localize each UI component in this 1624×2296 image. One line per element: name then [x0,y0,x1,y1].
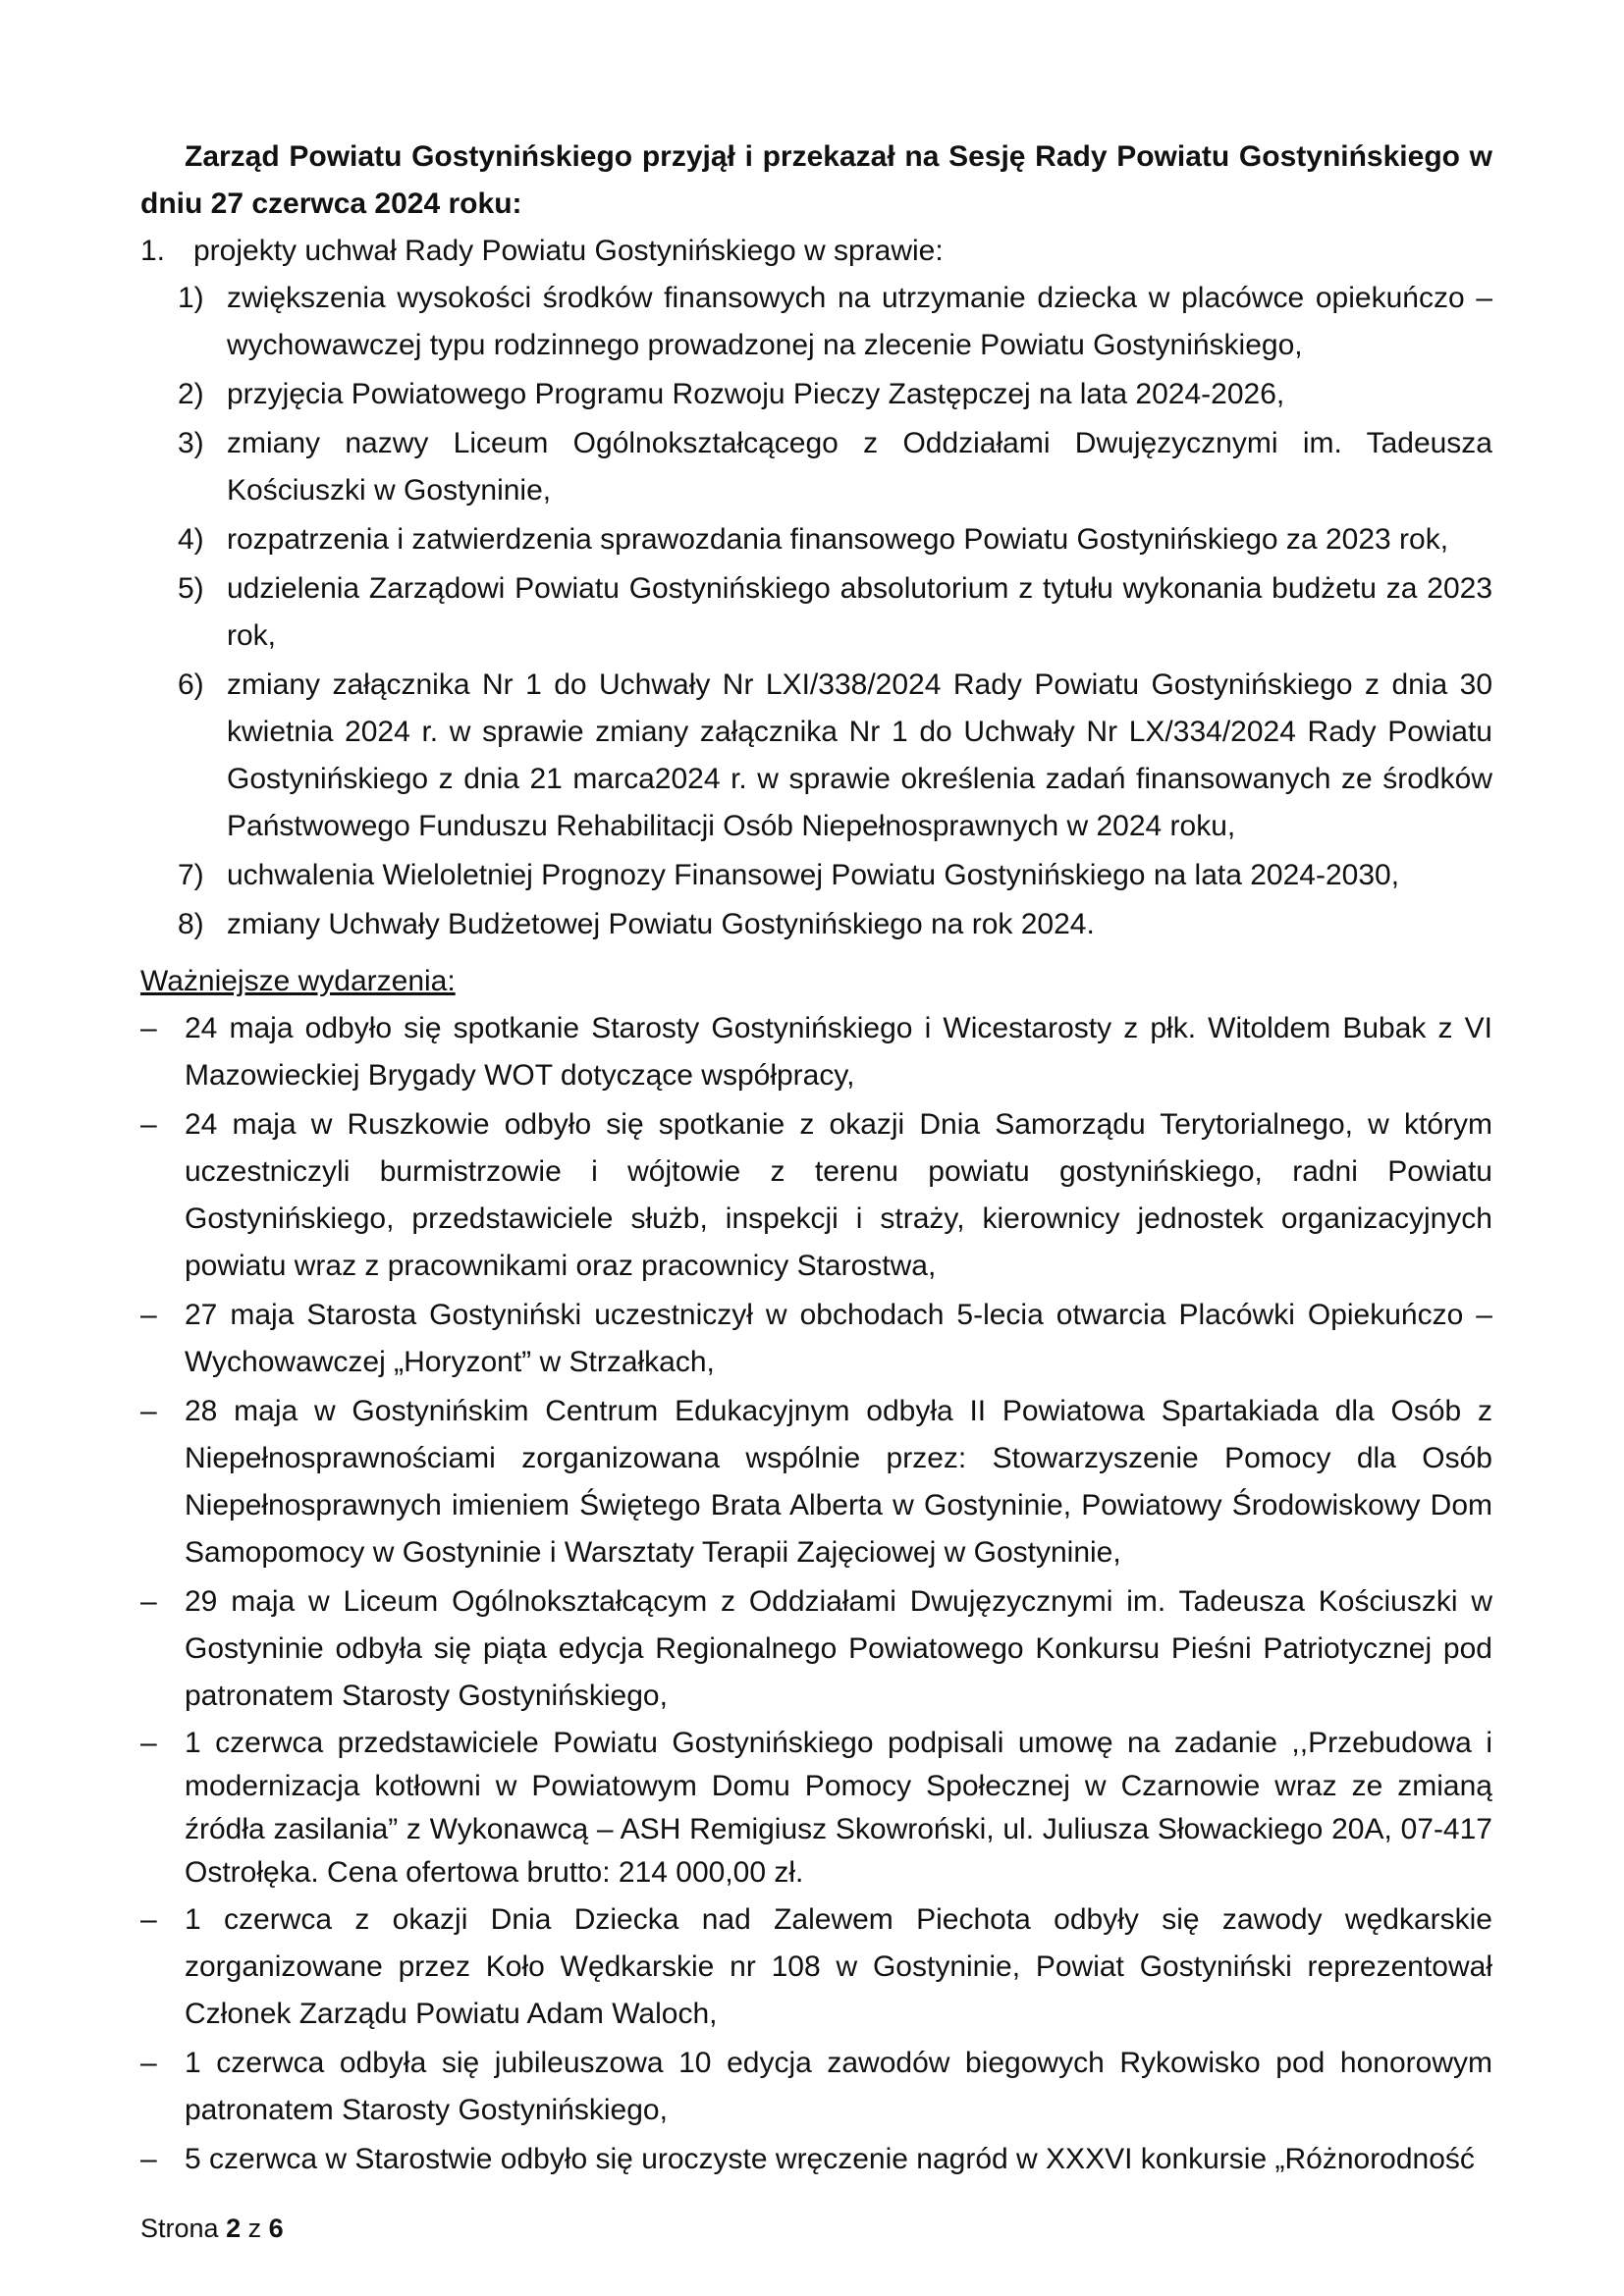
dash-bullet: – [140,1903,157,1936]
event-text: 5 czerwca w Starostwie odbyło się uroczyste wręczenie nagród w XXXVI konkursie „Różnorodność [185,2143,1475,2175]
dash-bullet: – [140,1727,157,1759]
dash-bullet: – [140,2047,157,2079]
list-item [140,565,1492,660]
list-item-number: 7) [178,859,204,891]
list-item-number: 2) [178,378,204,410]
list-item-number: 5) [178,572,204,605]
event-text: 1 czerwca z okazji Dnia Dziecka nad Zalewem Piechota odbyły się zawody wędkarskie zorganizowane przez Koło Wędkarskie nr 108 w Gostyninie, Powiat Gostyniński reprezentował Członek Zarządu Powiatu Adam Waloch, [185,1903,1492,2030]
list-item-number: 1) [178,282,204,314]
list-item-text: zwiększenia wysokości środków finansowych na utrzymanie dziecka w placówce opiekuńczo – wychowawczej typu rodzinnego prowadzonej na zlecenie Powiatu Gostynińskiego, [227,282,1492,361]
resolutions-list [140,275,1492,948]
page-footer [140,2211,284,2246]
dash-bullet: – [140,1395,157,1427]
list-item [140,275,1492,369]
list-item-number: 8) [178,908,204,940]
event-text: 1 czerwca przedstawiciele Powiatu Gostynińskiego podpisali umowę na zadanie ,,Przebudowa i modernizacja kotłowni w Powiatowym Domu Pomocy Społecznej w Czarnowie wraz ze zmianą źródła zasilania” z Wykonawcą – ASH Remigiusz Skowroński, ul. Juliusza Słowackiego 20A, 07-417 Ostrołęka. Cena ofertowa brutto: 214 000,00 zł. [185,1727,1492,1889]
list-item-text: zmiany Uchwały Budżetowej Powiatu Gostynińskiego na rok 2024. [227,908,1095,940]
list-item [140,420,1492,514]
footer-page-number: 2 [226,2214,242,2243]
event-item [140,1101,1492,1290]
event-item [140,1005,1492,1099]
footer-total-pages: 6 [268,2214,284,2243]
intro-paragraph: Zarząd Powiatu Gostynińskiego przyjął i przekazał na Sesję Rady Powiatu Gostynińskiego w dniu 27 czerwca 2024 roku: [140,140,1492,220]
list-item-text: udzielenia Zarządowi Powiatu Gostynińskiego absolutorium z tytułu wykonania budżetu za 2023 rok, [227,572,1492,652]
events-list [140,1005,1492,2183]
dash-bullet: – [140,1299,157,1331]
section-1 [140,228,1492,275]
event-item [140,1292,1492,1386]
dash-bullet: – [140,2143,157,2175]
footer-of: z [247,2214,262,2243]
dash-bullet: – [140,1012,157,1044]
list-item [140,901,1492,948]
event-text: 1 czerwca odbyła się jubileuszowa 10 edycja zawodów biegowych Rykowisko pod honorowym patronatem Starosty Gostynińskiego, [185,2047,1492,2126]
list-item-number: 3) [178,427,204,459]
event-text: 29 maja w Liceum Ogólnokształcącym z Oddziałami Dwujęzycznymi im. Tadeusza Kościuszki w Gostyninie odbyła się piąta edycja Regionalnego Powiatowego Konkursu Pieśni Patriotycznej pod patronatem Starosty Gostynińskiego, [185,1585,1492,1712]
list-item-number: 4) [178,523,204,556]
dash-bullet: – [140,1585,157,1618]
list-item-text: uchwalenia Wieloletniej Prognozy Finansowej Powiatu Gostynińskiego na lata 2024-2030, [227,859,1400,891]
event-text: 28 maja w Gostynińskim Centrum Edukacyjnym odbyła II Powiatowa Spartakiada dla Osób z Niepełnosprawnościami zorganizowana wspólnie przez: Stowarzyszenie Pomocy dla Osób Niepełnosprawnych imieniem Świętego Brata Alberta w Gostyninie, Powiatowy Środowiskowy Dom Samopomocy w Gostyninie i Warsztaty Terapii Zajęciowej w Gostyninie, [185,1395,1492,1569]
event-text: 27 maja Starosta Gostyniński uczestniczył w obchodach 5-lecia otwarcia Placówki Opiekuńczo – Wychowawczej „Horyzont” w Strzałkach, [185,1299,1492,1378]
list-item [140,662,1492,850]
dash-bullet: – [140,1108,157,1141]
event-text: 24 maja odbyło się spotkanie Starosty Gostynińskiego i Wicestarosty z płk. Witoldem Bubak z VI Mazowieckiej Brygady WOT dotyczące współpracy, [185,1012,1492,1092]
events-heading: Ważniejsze wydarzenia: [140,965,456,997]
list-item-text: zmiany załącznika Nr 1 do Uchwały Nr LXI/338/2024 Rady Powiatu Gostynińskiego z dnia 30 kwietnia 2024 r. w sprawie zmiany załącznika Nr 1 do Uchwały Nr LX/334/2024 Rady Powiatu Gostynińskiego z dnia 21 marca2024 r. w sprawie określenia zadań finansowanych ze środków Państwowego Funduszu Rehabilitacji Osób Niepełnosprawnych w 2024 roku, [227,668,1492,842]
list-item-text: zmiany nazwy Liceum Ogólnokształcącego z Oddziałami Dwujęzycznymi im. Tadeusza Kościuszki w Gostyninie, [227,427,1492,507]
footer-label: Strona [140,2214,219,2243]
event-item [140,2136,1492,2183]
event-item [140,1388,1492,1576]
event-text: 24 maja w Ruszkowie odbyło się spotkanie z okazji Dnia Samorządu Terytorialnego, w którym uczestniczyli burmistrzowie i wójtowie z terenu powiatu gostynińskiego, radni Powiatu Gostynińskiego, przedstawiciele służb, inspekcji i straży, kierownicy jednostek organizacyjnych powiatu wraz z pracownikami oraz pracownicy Starostwa, [185,1108,1492,1282]
list-item-text: rozpatrzenia i zatwierdzenia sprawozdania finansowego Powiatu Gostynińskiego za 2023 rok, [227,523,1449,556]
list-item [140,371,1492,418]
list-item [140,852,1492,899]
event-item [140,2040,1492,2134]
event-item [140,1722,1492,1895]
list-item-text: przyjęcia Powiatowego Programu Rozwoju Pieczy Zastępczej na lata 2024-2026, [227,378,1285,410]
section-1-title: projekty uchwał Rady Powiatu Gostynińskiego w sprawie: [193,235,944,267]
event-item [140,1578,1492,1720]
list-item [140,516,1492,563]
document-content [140,133,1492,2185]
list-item-number: 6) [178,668,204,701]
section-1-number: 1. [140,235,166,267]
event-item [140,1896,1492,2038]
